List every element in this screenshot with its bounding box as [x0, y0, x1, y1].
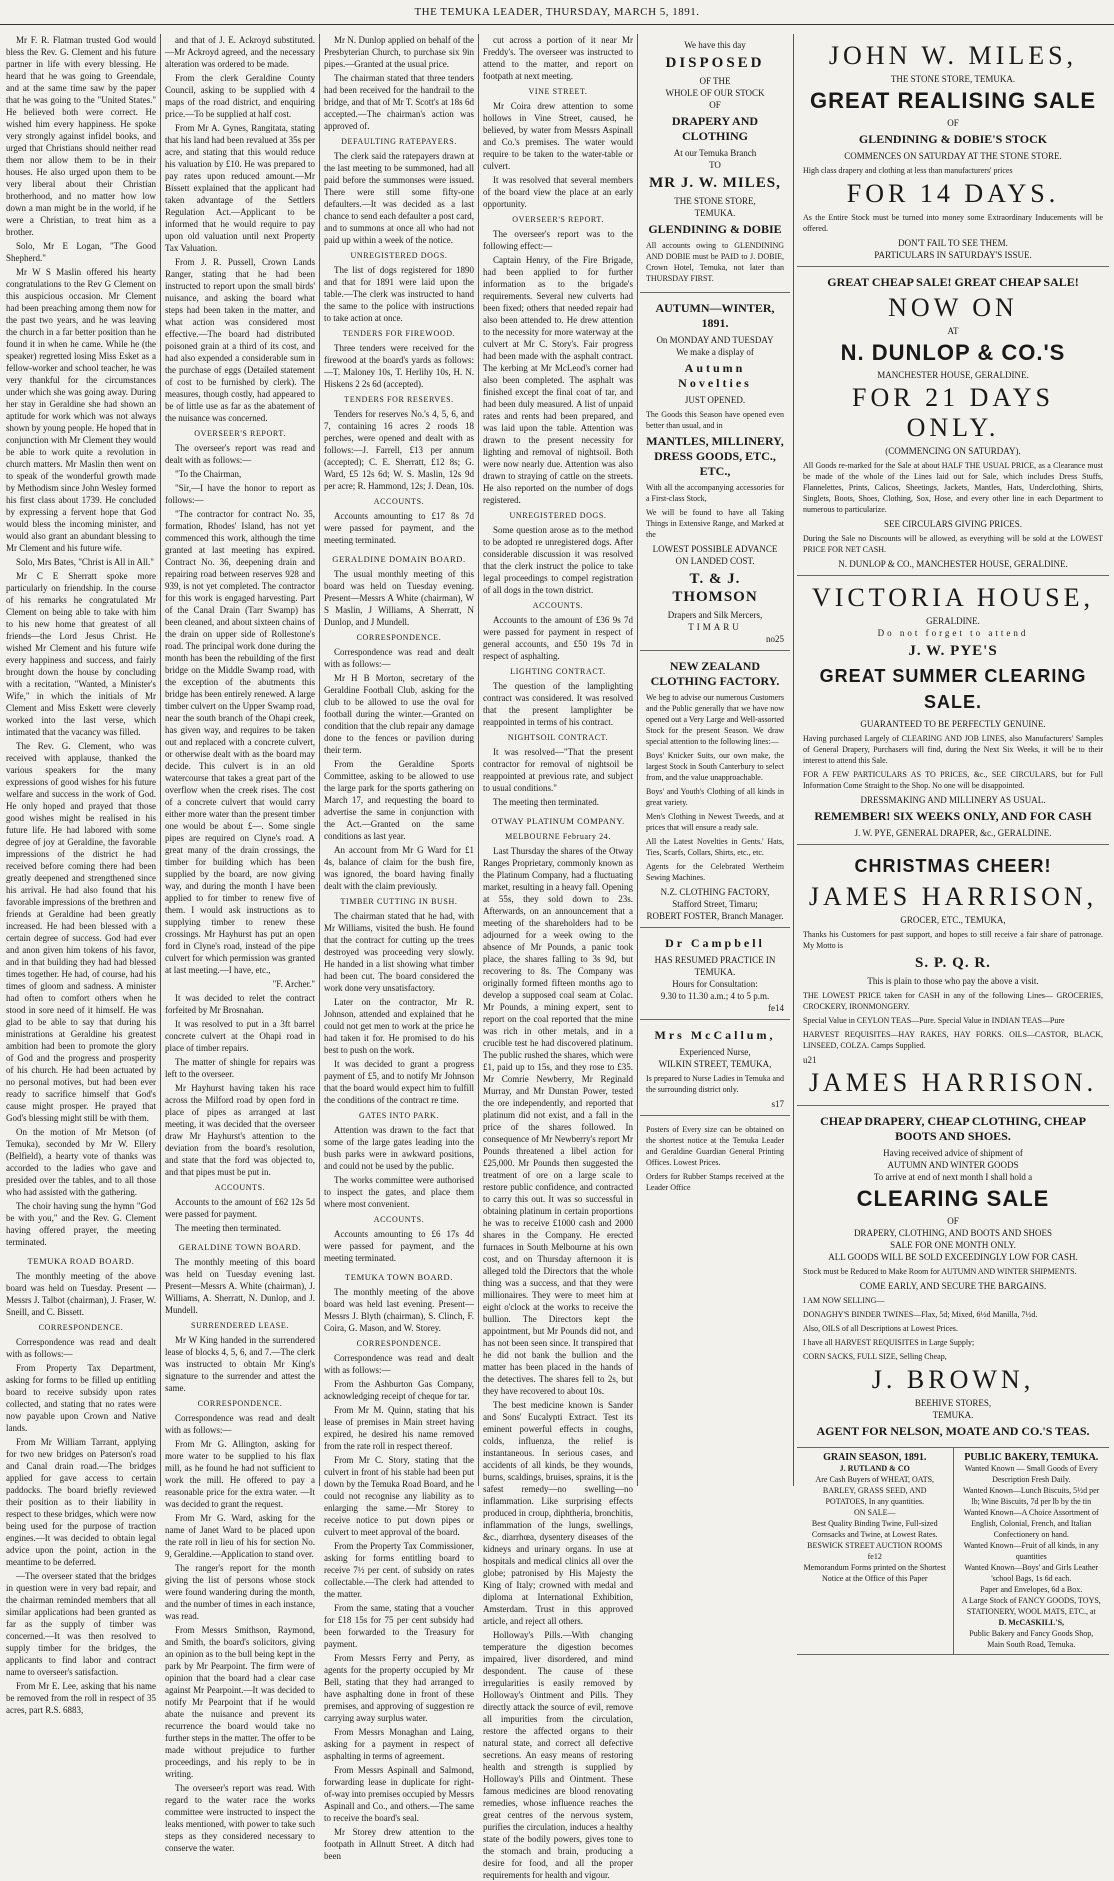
- subheading: DEFAULTING RATEPAYERS.: [341, 137, 457, 146]
- paragraph: From Property Tax Department, asking for forms to be filled up entitling board to receive subsidy upon rates collected, and stating that no rates were now payable upon Crown and Native lands.: [6, 1363, 156, 1433]
- ad-text: I have all HARVEST REQUISITES in Large Supply;: [803, 1338, 975, 1347]
- ad-rutland: [797, 1448, 953, 1654]
- ad-text: J. W. PYE, GENERAL DRAPER, &c., GERALDINE.: [854, 828, 1052, 838]
- ad-text: OF THE: [699, 76, 731, 86]
- ad-text: Wanted Known—Fruit of all kinds, in any quantities: [963, 1541, 1099, 1561]
- ad-victoria-house: [797, 576, 1109, 845]
- paragraph: The overseer's report was read. With regard to the water race the works committee were instructed to inspect the leaks mentioned, with power to take such steps as they considered necessary to conserve the water.: [165, 1783, 315, 1853]
- ad-text: ALL GOODS WILL BE SOLD EXCEEDINGLY LOW FOR CASH.: [828, 1252, 1078, 1262]
- ad-nz-clothing-factory: [640, 651, 790, 928]
- paragraph: Correspondence was read and dealt with as follows:—: [165, 1413, 315, 1435]
- ad-text: TEMUKA.: [932, 1410, 974, 1420]
- ad-text: TEMUKA.: [694, 208, 736, 218]
- ad-thomson: [640, 293, 790, 651]
- subheading: VINE STREET.: [528, 87, 588, 96]
- ad-text: GERALDINE.: [926, 616, 980, 626]
- ad-text: BESWICK STREET AUCTION ROOMS: [807, 1541, 943, 1550]
- paragraph: From the Property Tax Commissioner, asking for forms entitling board to receive 7½ per cent. of subsidy on rates collectable.—The clerk had attended to the matter.: [324, 1541, 474, 1599]
- ad-john-w-miles: [797, 34, 1109, 267]
- ad-text: Men's Clothing in Newest Tweeds, and at prices that will ensure a ready sale.: [646, 812, 784, 832]
- paragraph: From Messrs Smithson, Raymond, and Smith, the board's solicitors, giving an opinion as to the bull being kept in the park by Mr Pearpoint. The firm were of opinion that the board had a clear case against Mr Pearpoint.—It was decided to notify Mr Pearpoint that if he would abate the nuisance and prevent its recurrence the board would take no further steps in the matter. The offer to be made without prejudice to further proceedings, and his reply to be in writing.: [165, 1625, 315, 1779]
- paragraph: From Messrs Monaghan and Laing, asking for a payment in respect of asphalting in terms of agreement.: [324, 1727, 474, 1761]
- paragraph: Mr Hayhurst having taken his race across the Milford road by open ford in place of pipes as arranged at last meeting, it was decided that the overseer draw Mr Hayhurst's attention to the deviation from the board's resolution, and state that the ford was objected to, and that pipes must be put in.: [165, 1083, 315, 1177]
- column-rule: [637, 34, 638, 1486]
- ad-text: DONAGHY'S BINDER TWINES—Flax, 5d; Mixed, 6½d Manilla, 7½d.: [803, 1310, 1038, 1319]
- subheading: OVERSEER'S REPORT.: [512, 215, 604, 224]
- paragraph: Solo, Mr E Logan, "The Good Shepherd.": [6, 241, 156, 263]
- ad-headline: N. DUNLOP & CO.'S: [840, 340, 1066, 365]
- ad-headline: FOR 21 DAYS ONLY.: [852, 383, 1054, 442]
- ad-text: Boys' and Youth's Clothing of all kinds in great variety.: [646, 787, 784, 807]
- paragraph: From Messrs Aspinall and Salmond, forwarding lease in duplicate for right-of-way into premises occupied by Messrs Aspinall and Co., and others.—The same to receive the board's seal.: [324, 1765, 474, 1823]
- ad-headline: PUBLIC BAKERY, TEMUKA.: [964, 1452, 1099, 1463]
- paragraph: From the clerk Geraldine County Council, asking to be supplied with 4 maps of the road district, and enquiring price.—To be supplied at half cost.: [165, 73, 315, 119]
- ad-text: Do not forget to attend: [877, 628, 1029, 638]
- ad-text: BEEHIVE STORES,: [914, 1398, 992, 1408]
- section-heading: TEMUKA TOWN BOARD.: [344, 1272, 453, 1282]
- ad-headline: Mrs McCallum,: [654, 1028, 776, 1042]
- ad-text: GROCER, ETC., TEMUKA,: [900, 915, 1006, 925]
- ad-glendining-dobie: [640, 34, 790, 293]
- ad-headline: MR J. W. MILES,: [649, 175, 781, 191]
- paragraph: From Mr William Tarrant, applying for two new bridges on Paterson's road and Canal drain road.—The bridges applied for gave access to certain paddocks. The board briefly reviewed their position as to their liability in respect to these bridges, which were now being used for the purpose of traction engines.—It was decided to obtain legal advice upon the point, action in the meantime to be deferred.: [6, 1437, 156, 1567]
- ad-text: DRAPERY, CLOTHING, AND BOOTS AND SHOES: [853, 1228, 1053, 1238]
- paragraph: cut across a portion of it near Mr Freddy's. The overseer was instructed to attend to the matter, and report on footpath at next meeting.: [483, 35, 633, 81]
- subheading: TIMBER CUTTING IN BUSH.: [340, 897, 458, 906]
- subheading: OVERSEER'S REPORT.: [194, 429, 286, 438]
- ad-text: TO: [709, 160, 721, 170]
- paragraph: From the Ashburton Gas Company, acknowledging receipt of cheque for tar.: [324, 1379, 474, 1401]
- paragraph: The meeting then terminated.: [175, 1223, 281, 1233]
- ad-text: THE STONE STORE,: [674, 196, 756, 206]
- paragraph: The usual monthly meeting of this board was held on Tuesday evening. Present—Messrs A White (chairman), W S Maslin, J Williams, A Sherratt, N Dunlop, and J Mundell.: [324, 569, 474, 627]
- ad-text: OF: [709, 100, 721, 110]
- subheading: UNREGISTERED DOGS.: [350, 251, 448, 260]
- ad-text: Main South Road, Temuka.: [987, 1640, 1076, 1649]
- ad-headline: GREAT REALISING SALE: [809, 88, 1097, 113]
- ad-text: AT: [947, 326, 959, 336]
- ad-text: Memorandum Forms printed on the Shortest Notice at the Office of this Paper: [803, 1563, 946, 1583]
- ad-text: MANCHESTER HOUSE, GERALDINE.: [877, 370, 1029, 380]
- paragraph: Mr W King handed in the surrendered lease of blocks 4, 5, 6, and 7.—The clerk was instructed to obtain Mr King's signature to the surrender and attest the same.: [165, 1335, 315, 1393]
- ad-text: We make a display of: [676, 347, 754, 357]
- subheading: CORRESPONDENCE.: [197, 1399, 283, 1408]
- ad-text: Posters of Every size can be obtained on the shortest notice at the Temuka Leader and Geraldine Guardian General Printing Offices. Lowest Prices.: [646, 1125, 784, 1167]
- paragraph: Correspondence was read and dealt with as follows:—: [6, 1337, 156, 1359]
- paragraph: On the motion of Mr Metson (of Temuka), seconded by Mr W. Ellery (Belfield), a hearty vote of thanks was accorded to the ladies who gave and presided over the tables, and to all those who had assisted with the gathering.: [6, 1127, 156, 1197]
- column-rule: [478, 34, 479, 1486]
- subheading: UNREGISTERED DOGS.: [509, 511, 607, 520]
- ad-headline: DISPOSED: [665, 55, 765, 71]
- column-rule: [793, 34, 794, 1486]
- ad-code: u21: [803, 1055, 817, 1065]
- ad-text: The Goods this Season have opened even better than usual, and in: [646, 410, 784, 430]
- news-column-4: [483, 34, 633, 1880]
- paragraph: The choir having sung the hymn "God be with you," and the Rev. G. Clement having offered prayer, the meeting terminated.: [6, 1201, 156, 1247]
- subheading: CORRESPONDENCE.: [356, 633, 442, 642]
- ad-text: DON'T FAIL TO SEE THEM.: [898, 238, 1008, 248]
- news-column-2: [165, 34, 315, 1853]
- ad-headline: DRAPERY AND CLOTHING: [671, 114, 759, 143]
- ad-text: SEE CIRCULARS GIVING PRICES.: [883, 519, 1022, 529]
- ad-text: COME EARLY, AND SECURE THE BARGAINS.: [859, 1281, 1047, 1291]
- ad-text: Wanted Known—Boys' and Girls Leather 'school Bags, 1s 6d each.: [964, 1563, 1099, 1583]
- subheading: TENDERS FOR FIREWOOD.: [342, 329, 456, 338]
- subheading: LIGHTING CONTRACT.: [510, 667, 606, 676]
- ad-headline: GLENDINING & DOBIE: [648, 222, 782, 236]
- section-heading: GERALDINE TOWN BOARD.: [178, 1242, 302, 1252]
- masthead: THE TEMUKA LEADER, THURSDAY, MARCH 5, 1891.: [0, 6, 1114, 25]
- paragraph: Mr N. Dunlop applied on behalf of the Presbyterian Church, to purchase six 9in pipes.—Granted at the usual price.: [324, 35, 474, 69]
- paragraph: Captain Henry, of the Fire Brigade, had been applied to for further information as to the brigade's requirements. Several new culverts had been fixed; others that needed repair had also been attended to. He drew attention to the necessity for more waterway at the culvert at Mr C. Story's. Fair progress had been made with the asphalt contract. The kerbing at Mr McLeod's corner had also been completed. The asphalt was finished except the final coat of tar, and had been duly measured. A list of unpaid rates and rents had been prepared, and was laid upon the table. Attention was drawn to the present necessity for lighting and removal of nightsoil. Both were now nearly due. Attention was also drawn to straying of cattle on the streets. He also reported on the number of dogs registered.: [483, 255, 633, 505]
- ad-text: N.Z. CLOTHING FACTORY,: [660, 887, 770, 897]
- paragraph: The best medicine known is Sander and Sons' Eucalypti Extract. Test its eminent powerful effects in coughs, colds, influenza, the relief is instantaneous. In serious cases, and accidents of all kinds, be they wounds, burns, scaldings, bruises, sprains, it is the safest remedy—no swelling—no inflammation. Like surprising effects produced in croup, diphtheria, bronchitis, inflammation of the lungs, swellings, &c., diarrhœa, dysentery diseases of the kidneys and urinary organs. In use at hospitals and medical clinics all over the globe; patronised by His Majesty the King of Italy; crowned with medal and diploma at International Exhibition, Amsterdam. Trust in this approved article, and reject all others.: [483, 1400, 633, 1626]
- paragraph: Accounts to the amount of £36 9s 7d were passed for payment in respect of general accounts, and £50 19s 7d in respect of asphalting.: [483, 615, 633, 661]
- ad-text: CORN SACKS, FULL SIZE, Selling Cheap,: [803, 1352, 947, 1361]
- ad-text: Agents for the Celebrated Wertheim Sewing Machines.: [646, 862, 784, 882]
- ad-text: WILKIN STREET, TEMUKA,: [658, 1059, 772, 1069]
- ad-text: We beg to advise our numerous Customers and the Public generally that we have now opened out a Very Large and Well-assorted Stock for the present Season. We draw special attention to the following lines:—: [646, 693, 784, 746]
- ad-headline: JAMES HARRISON,: [808, 882, 1098, 911]
- paragraph: Some question arose as to the method to be adopted re unregistered dogs. After considerable discussion it was resolved that the clerk instruct the police to take legal proceedings to compel registration of all dogs in the town district.: [483, 525, 633, 595]
- ad-mccaskill: [953, 1448, 1110, 1654]
- paragraph: The monthly meeting of the above board was held last evening. Present—Messrs J. Blyth (chairman), S. Clinch, F. Coira, G. Mason, and W. Storey.: [324, 1287, 474, 1333]
- paragraph: and that of J. E. Ackroyd substituted. —Mr Ackroyd agreed, and the necessary alteration was ordered to be made.: [165, 35, 315, 69]
- ad-headline: CHRISTMAS CHEER!: [854, 856, 1052, 876]
- ad-j-brown: [797, 1106, 1109, 1448]
- ads-column-6: [797, 34, 1109, 1649]
- ad-text: During the Sale no Discounts will be allowed, as everything will be sold at the LOWEST PRICE FOR NET CASH.: [803, 534, 1103, 554]
- ad-text: AUTUMN AND WINTER GOODS: [887, 1160, 1019, 1170]
- ad-headline: J. W. PYE'S: [908, 643, 998, 659]
- ad-headline: Autumn Novelties: [678, 361, 752, 390]
- ad-headline: GREAT SUMMER CLEARING SALE.: [819, 666, 1087, 712]
- ad-headline: S. P. Q. R.: [915, 955, 991, 971]
- paragraph: "The contractor for contract No. 35, formation, Rhodes' Island, has not yet commenced this work, although the time granted at last meeting has expired. Contract No. 36, deepening drain and repairing road between reserves 928 and 939, is not yet completed. The contractor for this work is engaged harvesting. Part of the Canal Drain (Tarr Swamp) has been cleaned, and about sixteen chains of the drain on upper side of Rollestone's road. The principal work done during the month has been the rebuilding of the first bridge on the Middle Swamp road, with the exception of the abutments this bridge has been entirely renewed. A large timber culvert on the Upper Swamp road, near the south branch of the Ohapi creek, has given way, and requires to be taken out and replaced with a concrete culvert, or otherwise dealt with as the board may decide. This culvert is in an old watercourse that takes a great part of the overflow when the creek rises. The cost of a concrete culvert that would carry either more water than the present timber one would be about £—. Some single pipes are required on Clyne's road. A great many of the drain crossings, the timber for building which has been supplied by the board, are now giving way, and during the month I have been applied to for timber to renew five of them. I would ask instructions as to supplying timber to renew these crossings. Mr Hayhurst has put an open ford in Clyne's road, instead of the pipe culvert for which permission was granted at last meeting.—I have, etc.,: [165, 509, 315, 975]
- paragraph: Mr W S Maslin offered his hearty congratulations to the Rev G Clement on this auspicious occasion. Mr Clement had been preaching among them now for the past two years, and he was leaving the church in a far better position than he found it in when he came. While he (the speaker) regretted losing Miss Esket as a fellow-worker and school teacher, he was very thankful for the circumstances under which she was going away. During her stay in Geraldine she had shown an aptitude for work which was not always shown by young people. He hoped that in conjunction with Mr Clement they would be able to work quite a revolution in church matters. Mr Maslin then went on to speak of the wonderful growth made by Methodism since John Wesley formed his first class about 1739. He concluded by expressing a fervent hope that God would bless the incoming minister, and would also grant an abundant blessing to Mr Clement and his future wife.: [6, 267, 156, 553]
- ad-dr-campbell: [640, 928, 790, 1020]
- ad-text: Public Bakery and Fancy Goods Shop,: [969, 1629, 1094, 1638]
- ad-text: Having received advice of shipment of: [883, 1148, 1023, 1158]
- ad-headline: AGENT FOR NELSON, MOATE AND CO.'S TEAS.: [816, 1424, 1090, 1438]
- subheading: ACCOUNTS.: [532, 601, 584, 610]
- paragraph: Later on the contractor, Mr R. Johnson, attended and explained that he could not get men to work at the price he had taken it for. He promised to do his best to push on the work.: [324, 997, 474, 1055]
- paragraph: Attention was drawn to the fact that some of the large gates leading into the bush parks were in awkward positions, and could not be used by the public.: [324, 1125, 474, 1171]
- ad-text: LOWEST POSSIBLE ADVANCE ON LANDED COST.: [652, 544, 778, 566]
- subheading: NIGHTSOIL CONTRACT.: [507, 733, 609, 742]
- ad-text: TIMARU: [688, 622, 742, 632]
- ad-text: (COMMENCING ON SATURDAY).: [885, 446, 1021, 456]
- ad-text: Is prepared to Nurse Ladies in Temuka and the surrounding district only.: [646, 1074, 784, 1094]
- ad-text: 9.30 to 11.30 a.m.; 4 to 5 p.m.: [660, 991, 770, 1001]
- paragraph: The clerk said the ratepayers drawn at the last meeting to be summoned, had all paid before the summonses were issued. There were still some fifty-one defaulters.—It was decided as a last chance to send each defaulter a post card, and to summons at once all who had not paid up within a week of the notice.: [324, 151, 474, 245]
- ad-text: N. DUNLOP & CO., MANCHESTER HOUSE, GERALDINE.: [838, 559, 1068, 569]
- paragraph: Accounts amounting to £6 17s 4d were passed for payment, and the meeting terminated.: [324, 1229, 474, 1263]
- ad-headline: FOR 14 DAYS.: [846, 179, 1060, 208]
- paragraph: The overseer's report was to the following effect:—: [483, 229, 633, 251]
- paragraph: "Sir,—I have the honor to report as follows:—: [165, 483, 315, 505]
- subheading: ACCOUNTS.: [373, 497, 425, 506]
- ad-text: At our Temuka Branch: [673, 148, 757, 158]
- news-column-3: [324, 34, 474, 1861]
- subheading: GATES INTO PARK.: [358, 1111, 440, 1120]
- paragraph: From Mr G. Allington, asking for more water to be supplied to his flax mill, as he found he had not sufficient to work the mill. He offered to pay a reasonable price for the extra water. —It was decided to grant the request.: [165, 1439, 315, 1509]
- ad-text: Wanted Known — Small Goods of Every Description Fresh Daily.: [964, 1464, 1098, 1484]
- ad-headline: AUTUMN—WINTER, 1891.: [655, 301, 775, 330]
- ad-text: OF: [947, 1216, 959, 1226]
- ad-headline: VICTORIA HOUSE,: [812, 583, 1094, 612]
- ad-headline: JAMES HARRISON.: [808, 1068, 1098, 1097]
- ad-text: All accounts owing to GLENDINING AND DOBIE must be PAID to J. DOBIE, Crown Hotel, Temuka, not later than THURSDAY FIRST.: [646, 241, 784, 283]
- ad-headline: J. RUTLAND & CO: [839, 1464, 910, 1473]
- ad-text: ROBERT FOSTER, Branch Manager.: [646, 911, 784, 921]
- ad-text: Drapers and Silk Mercers,: [667, 610, 763, 620]
- paragraph: Solo, Mrs Bates, "Christ is All in All.": [16, 557, 154, 567]
- paragraph: "F. Archer.": [272, 979, 315, 989]
- ad-text: Thanks his Customers for past support, and hopes to still receive a fair share of patronage. My Motto is: [803, 930, 1103, 950]
- paragraph: The chairman stated that three tenders had been received for the handrail to the bridge, and that of Mr T. Scott's at 18s 6d accepted.—The chairman's action was approved of.: [324, 73, 474, 131]
- subheading: ACCOUNTS.: [214, 1183, 266, 1192]
- paragraph: —The overseer stated that the bridges in question were in very bad repair, and the chairman reminded members that all similar applications had been granted as far as the supply of timber was concerned.—It was then resolved to supply timber for the bridges, the applicants to find labor and contract name to overseer's satisfaction.: [6, 1571, 156, 1677]
- ad-text: JUST OPENED.: [684, 395, 746, 405]
- ad-code: no25: [766, 634, 784, 644]
- ad-text: On MONDAY AND TUESDAY: [656, 335, 774, 345]
- section-heading: TEMUKA ROAD BOARD.: [27, 1256, 135, 1266]
- subheading: CORRESPONDENCE.: [356, 1339, 442, 1348]
- paragraph: Mr Coira drew attention to some hollows in Vine Street, caused, he believed, by water from Messrs Aspinall and Co.'s premises. The water would require to be taken to the water-table or culvert.: [483, 101, 633, 171]
- paragraph: Tenders for reserves No.'s 4, 5, 6, and 7, containing 16 acres 2 roods 18 perches, were opened and dealt with as follows:—J. Farrell, £13 per annum (accepted); C. E. Sherratt, £12 8s; G. Ward, £5 12s 6d; W. S. Maslin, 12s 9d per acre; R. Hammond, 12s; J. Dean, 10s.: [324, 409, 474, 491]
- ad-headline: CLEARING SALE: [856, 1186, 1050, 1211]
- ad-text: WHOLE OF OUR STOCK: [665, 88, 765, 98]
- ad-text: Orders for Rubber Stamps received at the Leader Office: [646, 1172, 784, 1192]
- paragraph: The ranger's report for the month giving the list of persons whose stock were found wandering during the month, and the number of times in each instance, was read.: [165, 1563, 315, 1621]
- ad-headline: CHEAP DRAPERY, CHEAP CLOTHING, CHEAP BOOTS AND SHOES.: [820, 1114, 1086, 1143]
- paragraph: Accounts amounting to £17 8s 7d were passed for payment, and the meeting terminated.: [324, 511, 474, 545]
- ad-mrs-mccallum: [640, 1020, 790, 1116]
- dateline: MELBOURNE February 24.: [505, 832, 611, 841]
- ad-text: With all the accompanying accessories for a First-class Stock,: [646, 483, 784, 503]
- ad-text: Having purchased Largely of CLEARING AND JOB LINES, also Manufacturers' Samples of General Drapery, Purchasers will find, during the Next Six Weeks, it will be to their interest to attend this Sale.: [803, 734, 1103, 765]
- ad-text: A Large Stock of FANCY GOODS, TOYS, STATIONERY, WOOL MATS, ETC., at: [961, 1596, 1101, 1616]
- paragraph: The list of dogs registered for 1890 and that for 1891 were laid upon the table.—The clerk was instructed to hand the same to the police with instructions to take action at once.: [324, 265, 474, 323]
- subheading: ACCOUNTS.: [373, 1215, 425, 1224]
- ad-text: ON SALE—: [853, 1508, 896, 1517]
- paragraph: From J. R. Pussell, Crown Lands Ranger, stating that he had been instructed to report upon the small birds' nuisance, and asking the board what steps had been taken in the matter, and what action was considered most effective.—The board had distributed poisoned grain at a third of its cost, and had also expended a considerable sum in the purchase of eggs (Detailed statement of cost to be furnished by clerk). The measures, though costly, had appeared to be of little use as far as the abatement of the nuisance was concerned.: [165, 257, 315, 423]
- ad-text: We will be found to have all Taking Things in Extensive Range, and Marked at the: [646, 508, 784, 539]
- ad-text: As the Entire Stock must be turned into money some Extraordinary Inducements will be offered.: [803, 213, 1103, 233]
- ad-text: Special Value in CEYLON TEAS—Pure. Special Value in INDIAN TEAS—Pure: [803, 1016, 1065, 1025]
- paragraph: It was resolved—"That the present contractor for removal of nightsoil be reappointed at previous rate, and subject to usual conditions.": [483, 747, 633, 793]
- ad-headline: T. & J. THOMSON: [672, 571, 758, 605]
- subheading: TENDERS FOR RESERVES.: [344, 395, 454, 404]
- section-heading: OTWAY PLATINUM COMPANY.: [491, 816, 625, 826]
- paragraph: The Rev. G. Clement, who was received with applause, thanked the various speakers for the many expressions of good wishes for his future welfare and success in the work of God. He only hoped and prayed that those good wishes might be realised in his future life. He had labored with some degree of joy at Geraldine, the favorable impressions of the district he had received before coming there had been greatly deepened and strengthened since his arrival. He had also found that his favorable impressions of the brethren and friends at Geraldine had been greatly increased. He had been blessed with a certain degree of success. God had ever and anon given him tokens of his favor, and in that building they had had blessed times together. He had, of course, had his times of gloom and sadness. A minister had often to comfort others when he stood in sore need of it himself. He was glad to be able to say that during his ministrations at Geraldine his greatest ambition had been to promote the glory of God and the progress and prosperity of his church. He had been actuated by no personal motives, but had been ever ready to sacrifice himself that God's cause might prosper. He prayed that God's blessing might still be with them.: [6, 741, 156, 1123]
- ad-headline: GREAT CHEAP SALE! GREAT CHEAP SALE!: [827, 275, 1079, 289]
- ad-headline: GLENDINING & DOBIE'S STOCK: [858, 132, 1048, 146]
- paragraph: The matter of shingle for repairs was left to the overseer.: [165, 1057, 315, 1079]
- ad-text: Wanted Known—Lunch Biscuits, 5½d per lb; Wine Biscuits, 7d per lb by the tin: [963, 1486, 1100, 1506]
- paragraph: The meeting then terminated.: [493, 797, 599, 807]
- ad-text: Stock must be Reduced to Make Room for AUTUMN AND WINTER SHIPMENTS.: [803, 1267, 1077, 1276]
- ad-text: Paper and Envelopes, 6d a Box.: [980, 1585, 1083, 1594]
- news-column-1: [6, 34, 156, 1715]
- ad-text: COMMENCES ON SATURDAY AT THE STONE STORE.: [844, 151, 1062, 161]
- paragraph: The question of the lamplighting contract was considered. It was resolved that the present lamplighter be reappointed in terms of his contract.: [483, 681, 633, 727]
- ad-text: Wanted Known—A Choice Assortment of English, Colonial, French, and Italian Confectionery on hand.: [963, 1508, 1099, 1539]
- ad-text: I AM NOW SELLING—: [803, 1296, 885, 1305]
- paragraph: Accounts to the amount of £62 12s 5d were passed for payment.: [165, 1197, 315, 1219]
- ad-text: To arrive at end of next month I shall hold a: [873, 1172, 1033, 1182]
- ad-text: Experienced Nurse,: [679, 1047, 751, 1057]
- paragraph: Mr Storey drew attention to the footpath in Allnutt Street. A ditch had been: [324, 1827, 474, 1861]
- paragraph: From Mr G. Ward, asking for the name of Janet Ward to be placed upon the rate roll in lieu of his for section No. 9, Geraldine.—Application to stand over.: [165, 1513, 315, 1559]
- paragraph: Holloway's Pills.—With changing temperature the digestion becomes impaired, liver disordered, and mind despondent. The cause of these irregularities is easily removed by Holloway's Ointment and Pills. They directly attack the source of evil, remove all impurities from the circulation, restore the affected organs to their natural state, and correct all defective secretions. An easy means of restoring health and strength is supplied by Holloway's Pills and Ointment. These famous medicines are blood renovating remedies, whose influence reaches the great centres of the nervous system, purifies the circulation, induces a healthy state of the bodily powers, gives tone to the stomach and brain, producing a desire for food, and all the proper requirements for health and vigour.: [483, 1630, 633, 1880]
- ad-text: OF: [947, 118, 959, 128]
- paragraph: From Mr A. Gynes, Rangitata, stating that his land had been revalued at 35s per acre, and stating that this would reduce his valuation by £10. He was prepared to pay rates upon reduced amount.—Mr Bissett explained that the applicant had taken advantage of the Settlers Regulation Act.—Applicant to be informed that he would require to pay upon old valuation until next Property Tax Valuation.: [165, 123, 315, 253]
- ad-text: SALE FOR ONE MONTH ONLY.: [890, 1240, 1016, 1250]
- ad-headline: NOW ON: [888, 293, 1018, 322]
- paragraph: From the same, stating that a voucher for £18 15s for 75 per cent subsidy had been forwarded to the Treasury for payment.: [324, 1603, 474, 1649]
- section-heading: GERALDINE DOMAIN BOARD.: [332, 554, 466, 564]
- ad-code: fe12: [867, 1552, 882, 1561]
- ad-headline: GRAIN SEASON, 1891.: [823, 1452, 927, 1463]
- ad-headline: Dr Campbell: [665, 936, 765, 950]
- ads-column-5: [640, 34, 790, 1486]
- subheading: SURRENDERED LEASE.: [191, 1321, 289, 1330]
- ad-text: High class drapery and clothing at less than manufacturers' prices: [803, 166, 1013, 175]
- paragraph: The chairman stated that he had, with Mr Williams, visited the bush. He found that the contract for cutting up the trees destroyed was proceeding very slowly. He handed in a list showing what timber had been cut. The board considered the work done very unsatisfactory.: [324, 911, 474, 993]
- paragraph: Correspondence was read and dealt with as follows:—: [324, 647, 474, 669]
- paragraph: The overseer's report was read and dealt with as follows:—: [165, 443, 315, 465]
- paragraph: Three tenders were received for the firewood at the board's yards as follows:—T. Maloney 10s, T. Herlihy 10s, H. N. Hiskens 2 2s 6d (accepted).: [324, 343, 474, 389]
- ad-text: Also, OILS of all Descriptions at Lowest Prices.: [803, 1324, 958, 1333]
- ad-text: We have this day: [684, 40, 746, 50]
- paragraph: It was decided to relet the contract forfeited by Mr Brosnahan.: [165, 993, 315, 1015]
- ad-headline: J. BROWN,: [871, 1365, 1035, 1394]
- ad-headline: MANTLES, MILLINERY, DRESS GOODS, ETC., ETC.,: [646, 434, 784, 478]
- paragraph: From Mr E. Lee, asking that his name be removed from the roll in respect of 35 acres, part R.S. 6883,: [6, 1681, 156, 1715]
- ad-posters: [640, 1116, 790, 1201]
- ad-code: fe14: [768, 1003, 784, 1013]
- column-rule: [319, 34, 320, 1486]
- subheading: CORRESPONDENCE.: [38, 1323, 124, 1332]
- paragraph: Last Thursday the shares of the Otway Ranges Proprietary, commonly known as the Platinum Company, had a fluctuating market, resulting in a heavy fall. Opening at 55s, they sold down to 23s. Afterwards, on an announcement that a meeting of the shareholders had to be adjourned for a week owing to the absence of Mr Pounds, a panic took place, the shares falling to 3s 9d, but recovering to 8s. The Company was originally formed fifteen months ago to develop a supposed coal seam at Colac. Mr Pounds, a mining expert, sent to report on the coal reported that the mine was rich in other metals, and in a crucible test he had discovered platinum. The public rushed the shares, which were £1, paid up to 15s, and they rose to £35. Mr Comrie Newberry, Mr Reginald Murray, and Mr Dunstan Power, tested the ore independently, and reported that platinum did not exist, and a fall in the price of the shares followed. In consequence of Mr Newberry's report Mr Pounds threatened a libel action for £25,000. Mr Pounds then suggested the treatment of ore on a large scale to restore public confidence, and contracted to carry this out. It was so successful in obtaining platinum in certain proportions he was to receive £1000 cash and 2000 shares in the Company. He erected furnaces in South Melbourne at his own cost, and on Thursday afternoon it is alleged told the Directors that the whole thing was a success, and that they were millionaires. They were to meet him at eight o'clock at the works to receive the bullion. The Directors kept the appointment, but Mr Pounds did not, and has not been seen since. It transpired that he did not bank the bullion and the matter has been placed in the hands of the detectives. The shares fell to 2s, but they have recovered to about 10s.: [483, 846, 633, 1396]
- ad-headline: JOHN W. MILES,: [828, 41, 1078, 70]
- paragraph: The monthly meeting of this board was held on Tuesday evening last. Present—Messrs A. White (chairman), J. Williams, A. Sherratt, N. Dunlop, and J. Mundell.: [165, 1257, 315, 1315]
- ad-text: All Goods re-marked for the Sale at about HALF THE USUAL PRICE, as a Clearance must be made of the whole of the Lines laid out for Sale, which includes Dress Stuffs, Flannelettes, Prints, Calicos, Sheetings, Jackets, Mantles, Hats, Underclothing, Shirts, Singlets, Boots, Shoes, Clothing, Sox, Hose, and every other line in each Department to numerous to particularize.: [803, 461, 1103, 514]
- ad-text: All the Latest Novelties in Gents.' Hats, Ties, Scarfs, Collars, Shirts, etc., etc.: [646, 837, 784, 857]
- ad-row-bottom: [797, 1448, 1109, 1655]
- paragraph: Mr F. R. Flatman trusted God would bless the Rev. G. Clement and his future partner in life with every blessing. He heard that he was going to Greendale, and at the same time saw by the paper that he was going to the "United States." He believed both were correct. He wished him every happiness. He spoke very strongly against infidel books, and urged that Christians should neither read them nor allow them to be in their houses. He also urged upon them to be very liberal about their Christian brotherhood, and no matter how low down a man might be in the world, if he were a Christian, to treat him as a brother.: [6, 35, 156, 237]
- paragraph: Correspondence was read and dealt with as follows:—: [324, 1353, 474, 1375]
- ad-text: THE LOWEST PRICE taken for CASH in any of the following Lines— GROCERIES, CROCKERY, IRONMONGERY.: [803, 991, 1103, 1011]
- ad-text: Hours for Consultation:: [672, 979, 758, 989]
- ad-james-harrison: [797, 845, 1109, 1106]
- ad-text: Boys' Knicker Suits, our own make, the largest Stock in South Canterbury to select from, and the value unapproachable.: [646, 751, 784, 782]
- ad-text: Stafford Street, Timaru;: [672, 899, 758, 909]
- ad-text: HAS RESUMED PRACTICE IN TEMUKA.: [654, 955, 776, 977]
- paragraph: It was resolved that several members of the board view the place at an early opportunity.: [483, 175, 633, 209]
- paragraph: Mr H B Morton, secretary of the Geraldine Football Club, asking for the club to be allowed to use the oval for football during the winter.—Granted on condition that the club repair any damage done to the fences or pavilion during their term.: [324, 673, 474, 755]
- ad-headline: D. McCASKILL'S,: [998, 1618, 1065, 1627]
- paragraph: Mr C E Sherratt spoke more particularly on friendship. In the course of his remarks he congratulated Mr Clement on being able to take with him to his new home that greatest of all friends—the Lord Jesus Christ. He wished Mr Clement and his future wife every happiness and success, and fairly brought down the house by concluding with a recitation, "Wanted, a Minister's Wife," in which the initials of Mr Clement and Miss Eskett were cleverly worked into the last verse, which intimated that the vacancy was filled.: [6, 571, 156, 737]
- paragraph: From Mr M. Quinn, stating that his lease of premises in Main street having expired, he desired his name removed from the rate roll in respect thereof.: [324, 1405, 474, 1451]
- ad-text: PARTICULARS IN SATURDAY'S ISSUE.: [874, 250, 1032, 260]
- paragraph: From Mr C. Story, stating that the culvert in front of his stable had been put down by the Temuka Road Board, and he could not recognise any liability as to enlarging the same.—Mr Storey to receive notice to put down pipes or culvert to meet approval of the board.: [324, 1455, 474, 1537]
- ad-headline: NEW ZEALAND CLOTHING FACTORY.: [650, 659, 780, 688]
- paragraph: It was resolved to put in a 3ft barrel concrete culvert at the Ohapi road in place of timber repairs.: [165, 1019, 315, 1053]
- ad-text: HARVEST REQUISITES—HAY RAKES, HAY FORKS. OILS—CASTOR, BLACK, LINSEED, COLZA. Camps Supplied.: [803, 1030, 1103, 1050]
- paragraph: "To the Chairman,: [175, 469, 242, 479]
- ad-text: Best Quality Binding Twine, Full-sized Cornsacks and Twine, at Lowest Rates.: [811, 1519, 938, 1539]
- paragraph: The monthly meeting of the above board was held on Tuesday. Present —Messrs J. Talbot (chairman), J. Fraser, W. Sneill, and C. Bissett.: [6, 1271, 156, 1317]
- ad-text: THE STONE STORE, TEMUKA.: [890, 74, 1016, 84]
- paragraph: It was decided to grant a progress payment of £5, and to notify Mr Johnson that the board would expect him to fulfill the conditions of the contract re time.: [324, 1059, 474, 1105]
- paragraph: From Messrs Ferry and Perry, as agents for the property occupied by Mr Bell, stating that they had arranged to have asphalting done in front of these premises, and approving of suggestion re carrying away surplus water.: [324, 1653, 474, 1723]
- ad-text: DRESSMAKING AND MILLINERY AS USUAL.: [860, 795, 1046, 805]
- ad-dunlop: [797, 267, 1109, 576]
- ad-text: GUARANTEED TO BE PERFECTLY GENUINE.: [860, 719, 1046, 729]
- paragraph: An account from Mr G Ward for £1 4s, balance of claim for the bush fire, was ignored, the board having finally dealt with the claim previously.: [324, 845, 474, 891]
- ad-code: s17: [771, 1099, 784, 1109]
- ad-text: Are Cash Buyers of WHEAT, OATS, BARLEY, GRASS SEED, AND POTATOES, In any quantities.: [815, 1475, 935, 1506]
- ad-text: This is plain to those who pay the above a visit.: [867, 976, 1039, 986]
- paragraph: The works committee were authorised to inspect the gates, and place them where most convenient.: [324, 1175, 474, 1209]
- ad-text: FOR A FEW PARTICULARS AS TO PRICES, &c., SEE CIRCULARS, but for Full Information Come Straight to the Shop. No one will be disappointed.: [803, 770, 1103, 790]
- paragraph: From the Geraldine Sports Committee, asking to be allowed to use the large park for the sports gathering on March 17, and requesting the board to advertise the same in conjunction with the Act.—Granted on the same conditions as last year.: [324, 759, 474, 841]
- ad-headline: REMEMBER! SIX WEEKS ONLY, AND FOR CASH: [814, 809, 1092, 823]
- column-rule: [160, 34, 161, 1486]
